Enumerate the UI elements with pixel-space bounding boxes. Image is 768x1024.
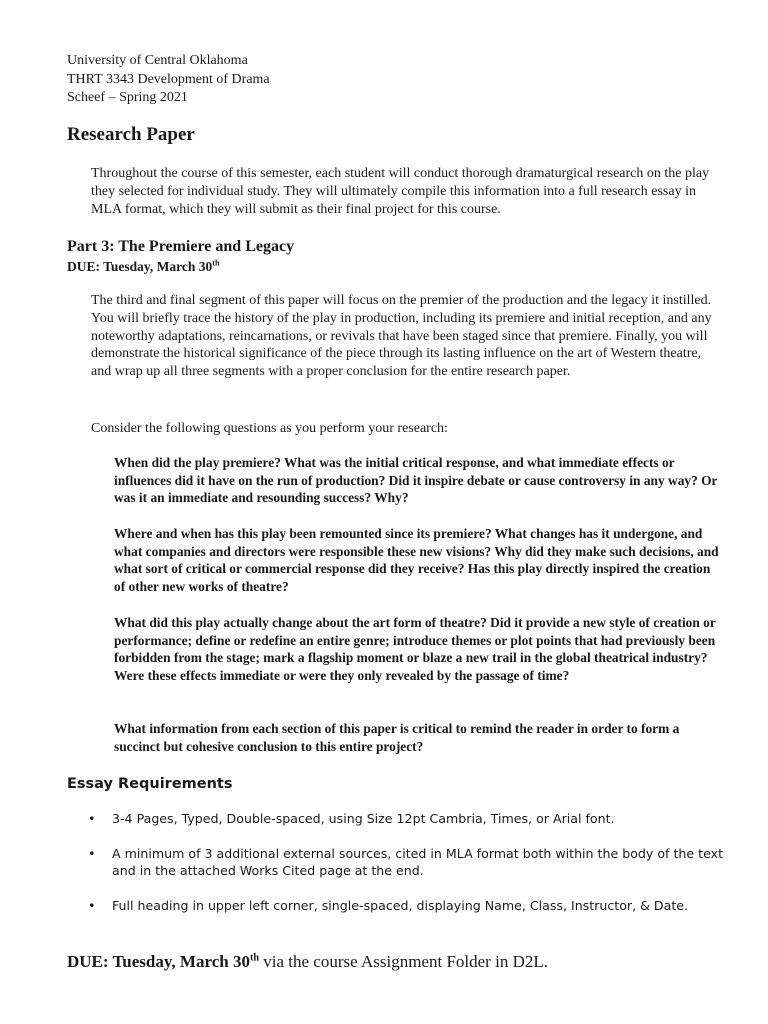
part-description: The third and final segment of this paper will focus on the premier of the production and the legacy it instilled. You will briefly trace the history of the play in production, including its premiere and initial reception, and any noteworthy adaptations, reincarnations, or revivals that have been staged since that premiere. Finally, you will demonstrate the historical significance of the piece through its lasting influence on the art of Western theatre, and wrap up all three segments with a proper conclusion for the entire research paper. — [91, 293, 712, 380]
bullet-icon: • — [88, 845, 96, 861]
final-due-suffix: th — [249, 952, 260, 964]
research-question: When did the play premiere? What was the initial critical response, and what immediate effects or influences did it have on the run of production? Did it inspire debate or cause controversy in any way? Or was it an immediate and resounding success? Why? — [114, 455, 718, 506]
part-due-suffix: th — [212, 258, 220, 268]
requirements-list — [88, 810, 728, 914]
part-due-date — [67, 259, 219, 275]
part-title: Part 3: The Premiere and Legacy — [67, 238, 295, 255]
document-title: Research Paper — [67, 124, 195, 145]
heading-university: University of Central Oklahoma — [67, 53, 248, 68]
final-due-rest: via the course Assignment Folder in D2L. — [259, 952, 548, 971]
research-question: What did this play actually change about the art form of theatre? Did it provide a new style of creation or performance; define or redefine an entire genre; introduce themes or plot points that had previously been forbidden from the stage; mark a flagship moment or blaze a new trail in the global theatrical industry? Were these effects immediate or were they only revealed by the passage of time? — [114, 615, 716, 683]
intro-paragraph: Throughout the course of this semester, each student will conduct thorough dramaturgical research on the play they selected for individual study. They will ultimately compile this information into a full research essay in MLA format, which they will submit as their final project for this course. — [91, 166, 710, 217]
bullet-icon: • — [88, 897, 96, 913]
document-heading — [67, 52, 270, 108]
final-due-label: DUE: Tuesday, March 30 — [67, 952, 250, 971]
research-question: Where and when has this play been remounted since its premiere? What changes has it undergone, and what companies and directors were responsible these new visions? Why did they make such decisions, and what sort of critical or commercial response did they receive? Has this play directly inspired the creation of other new works of theatre? — [114, 526, 719, 594]
bullet-icon: • — [88, 811, 96, 826]
heading-course: THRT 3343 Development of Drama — [67, 71, 270, 87]
heading-instructor-term: Scheef – Spring 2021 — [67, 90, 188, 105]
requirement-text: Full heading in upper left corner, single-spaced, displaying Name, Class, Instructor, & Date. — [112, 897, 689, 913]
requirements-title: Essay Requirements — [67, 776, 233, 792]
requirement-item — [88, 897, 728, 915]
part-due-label: DUE: Tuesday, March 30 — [67, 259, 213, 274]
requirement-item — [88, 845, 728, 880]
research-question: What information from each section of this paper is critical to remind the reader in order to form a succinct but cohesive conclusion to this entire project? — [114, 721, 680, 754]
requirement-text: A minimum of 3 additional external sources, cited in MLA format both within the body of the text and in the attached Works Cited page at the end. — [112, 845, 724, 879]
requirement-text: 3-4 Pages, Typed, Double-spaced, using Size 12pt Cambria, Times, or Arial font. — [112, 811, 615, 826]
requirement-item — [88, 810, 728, 828]
consider-prompt: Consider the following questions as you perform your research: — [91, 421, 448, 436]
final-due-line — [67, 952, 548, 972]
